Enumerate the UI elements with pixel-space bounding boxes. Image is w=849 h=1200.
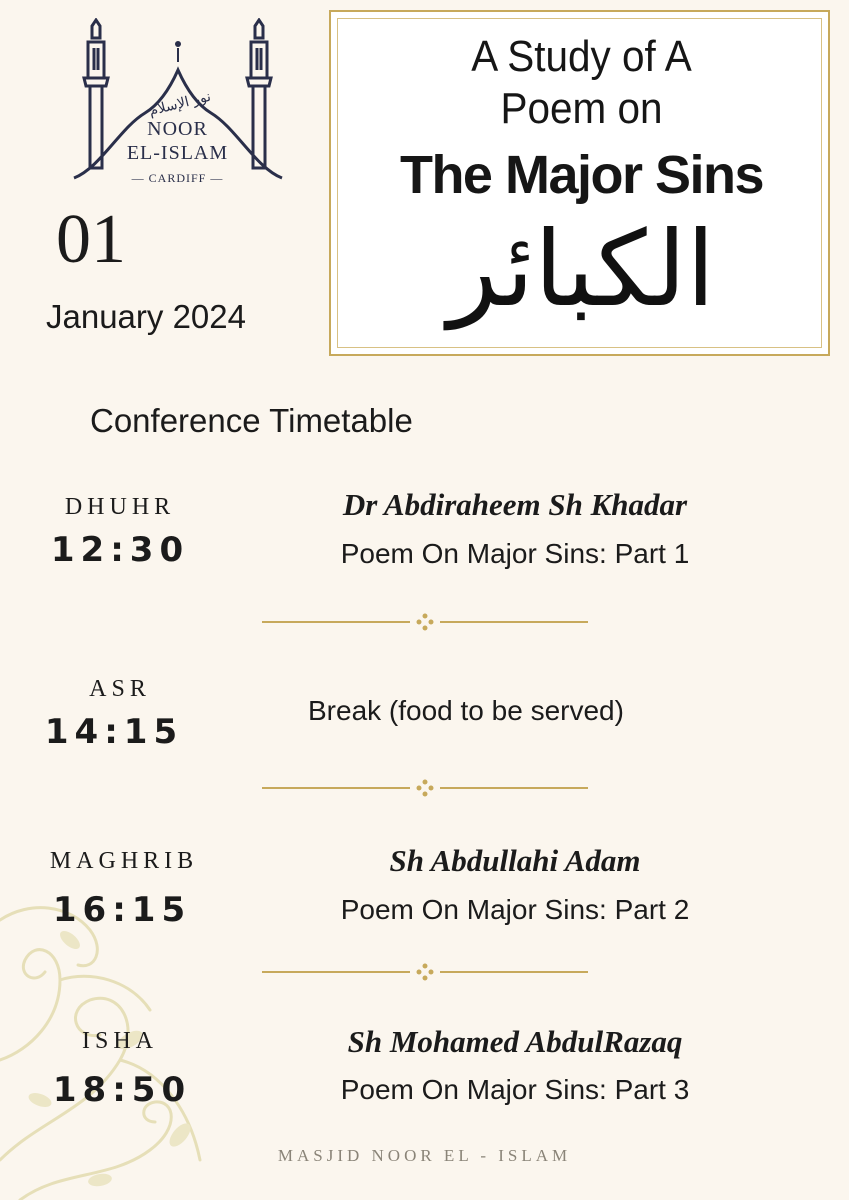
ornamental-divider	[262, 962, 588, 982]
ornamental-divider	[262, 612, 588, 632]
session-note: Break (food to be served)	[308, 695, 624, 726]
title-main: The Major Sins	[399, 145, 764, 205]
prayer-name: ISHA	[81, 1028, 158, 1054]
title-line-2: Poem on	[500, 84, 663, 133]
title-arabic: الكبائر	[447, 208, 716, 330]
speaker-name: Dr Abdiraheem Sh Khadar	[342, 487, 688, 522]
event-day: 01	[56, 201, 126, 278]
ornamental-divider	[262, 778, 588, 798]
logo-name-line1: NOOR	[147, 118, 208, 140]
prayer-name: ASR	[89, 676, 151, 702]
session-topic: Poem On Major Sins: Part 2	[340, 894, 690, 925]
session-time: 16:15	[52, 890, 192, 930]
logo-arabic-text: نور الإسلام	[147, 88, 213, 120]
masjid-logo	[60, 18, 295, 203]
session-topic: Poem On Major Sins: Part 3	[340, 1074, 690, 1105]
session-time: 18:50	[52, 1070, 192, 1110]
session-time: 12:30	[50, 530, 190, 570]
session-time: 14:15	[44, 712, 184, 752]
logo-name-line2: EL-ISLAM	[126, 142, 229, 164]
footer-masjid-name: MASJID NOOR EL - ISLAM	[277, 1146, 572, 1165]
timetable-heading: Conference Timetable	[90, 402, 413, 439]
event-month-year: January 2024	[46, 298, 246, 335]
title-line-1: A Study of A	[471, 32, 692, 81]
title-box	[329, 10, 830, 356]
prayer-name: DHUHR	[64, 494, 176, 520]
logo-city: — CARDIFF —	[131, 171, 224, 185]
prayer-name: MAGHRIB	[49, 848, 199, 874]
speaker-name: Sh Mohamed AbdulRazaq	[347, 1024, 683, 1059]
speaker-name: Sh Abdullahi Adam	[389, 843, 641, 878]
session-topic: Poem On Major Sins: Part 1	[340, 538, 690, 569]
